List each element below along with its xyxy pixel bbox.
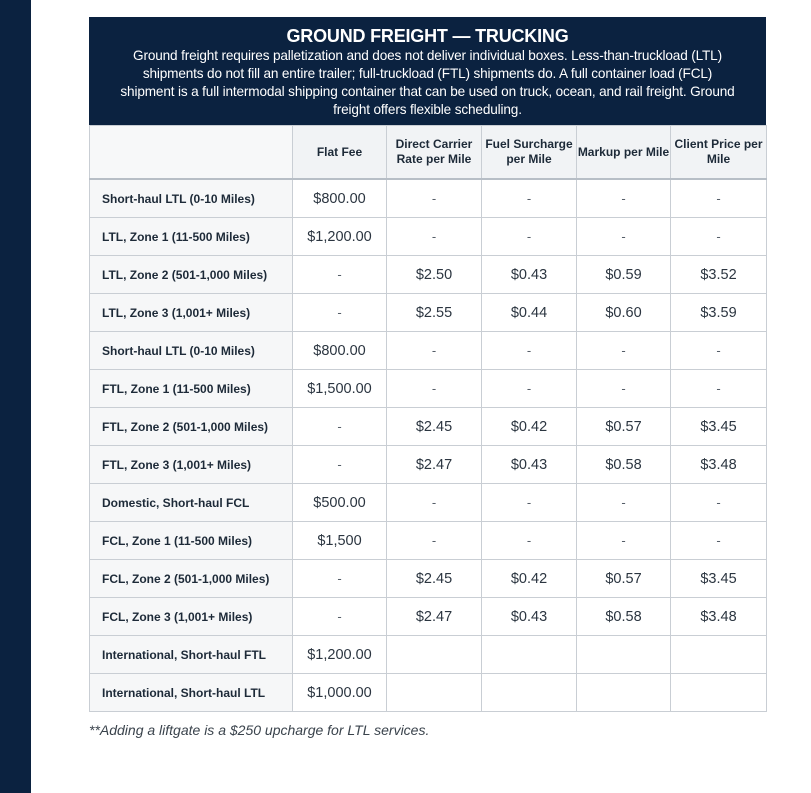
fuel-surcharge-cell: - <box>482 522 577 560</box>
carrier-rate-cell: $2.45 <box>387 560 482 598</box>
fuel-surcharge-cell: $0.43 <box>482 598 577 636</box>
liftgate-footnote: **Adding a liftgate is a $250 upcharge for LTL services. <box>89 722 430 738</box>
client-price-cell: $3.52 <box>671 256 767 294</box>
flat-fee-cell: $1,200.00 <box>293 218 387 256</box>
table-row <box>90 218 767 256</box>
row-label: FCL, Zone 2 (501-1,000 Miles) <box>90 560 293 598</box>
markup-cell: $0.60 <box>577 294 671 332</box>
flat-fee-cell: $1,500 <box>293 522 387 560</box>
carrier-rate-cell: - <box>387 332 482 370</box>
client-price-cell: $3.45 <box>671 560 767 598</box>
client-price-cell: - <box>671 484 767 522</box>
markup-cell: $0.57 <box>577 560 671 598</box>
left-sidebar-bar <box>0 0 31 793</box>
markup-cell <box>577 674 671 712</box>
header-fuel-surcharge: Fuel Surcharge per Mile <box>482 126 577 180</box>
carrier-rate-cell: - <box>387 370 482 408</box>
carrier-rate-cell: $2.45 <box>387 408 482 446</box>
row-label: Domestic, Short-haul FCL <box>90 484 293 522</box>
row-label: FTL, Zone 1 (11-500 Miles) <box>90 370 293 408</box>
fuel-surcharge-cell: $0.42 <box>482 408 577 446</box>
table-header-row <box>90 126 767 180</box>
markup-cell <box>577 636 671 674</box>
header-carrier-rate: Direct Carrier Rate per Mile <box>387 126 482 180</box>
table-row <box>90 370 767 408</box>
carrier-rate-cell: - <box>387 179 482 218</box>
flat-fee-cell: - <box>293 560 387 598</box>
carrier-rate-cell: $2.50 <box>387 256 482 294</box>
header-corner-cell <box>90 126 293 180</box>
carrier-rate-cell <box>387 674 482 712</box>
header-markup: Markup per Mile <box>577 126 671 180</box>
row-label: FTL, Zone 2 (501-1,000 Miles) <box>90 408 293 446</box>
fuel-surcharge-cell <box>482 674 577 712</box>
table-body <box>90 179 767 712</box>
table-row <box>90 560 767 598</box>
flat-fee-cell: $500.00 <box>293 484 387 522</box>
markup-cell: - <box>577 370 671 408</box>
row-label: International, Short-haul FTL <box>90 636 293 674</box>
flat-fee-cell: $1,200.00 <box>293 636 387 674</box>
table-row <box>90 179 767 218</box>
table-row <box>90 636 767 674</box>
table-row <box>90 674 767 712</box>
flat-fee-cell: - <box>293 256 387 294</box>
markup-cell: $0.57 <box>577 408 671 446</box>
client-price-cell: $3.59 <box>671 294 767 332</box>
markup-cell: $0.58 <box>577 446 671 484</box>
row-label: FCL, Zone 3 (1,001+ Miles) <box>90 598 293 636</box>
fuel-surcharge-cell: - <box>482 332 577 370</box>
fuel-surcharge-cell: - <box>482 370 577 408</box>
markup-cell: - <box>577 332 671 370</box>
markup-cell: - <box>577 484 671 522</box>
table-row <box>90 294 767 332</box>
flat-fee-cell: $1,500.00 <box>293 370 387 408</box>
flat-fee-cell: - <box>293 446 387 484</box>
rates-table <box>89 125 767 712</box>
table-row <box>90 598 767 636</box>
table-row <box>90 332 767 370</box>
markup-cell: - <box>577 179 671 218</box>
row-label: FCL, Zone 1 (11-500 Miles) <box>90 522 293 560</box>
markup-cell: - <box>577 522 671 560</box>
flat-fee-cell: - <box>293 294 387 332</box>
row-label: LTL, Zone 3 (1,001+ Miles) <box>90 294 293 332</box>
client-price-cell: - <box>671 332 767 370</box>
table-row <box>90 408 767 446</box>
carrier-rate-cell: $2.47 <box>387 446 482 484</box>
client-price-cell: - <box>671 370 767 408</box>
banner-description: Ground freight requires palletization and does not deliver individual boxes. Less-than-truckload (LTL) shipments do not fill an entire trailer; full-truckload (FTL) shipments do. A full container load (FCL) shipment is a full intermodal shipping container that can be used on truck, ocean, and rail freight. Ground freight offers flexible scheduling. <box>120 48 735 117</box>
row-label: FTL, Zone 3 (1,001+ Miles) <box>90 446 293 484</box>
fuel-surcharge-cell: - <box>482 179 577 218</box>
client-price-cell: - <box>671 218 767 256</box>
client-price-cell: $3.45 <box>671 408 767 446</box>
flat-fee-cell: $800.00 <box>293 332 387 370</box>
carrier-rate-cell: - <box>387 218 482 256</box>
fuel-surcharge-cell: $0.43 <box>482 256 577 294</box>
freight-rate-card <box>89 17 766 738</box>
row-label: Short-haul LTL (0-10 Miles) <box>90 332 293 370</box>
carrier-rate-cell: - <box>387 484 482 522</box>
flat-fee-cell: $1,000.00 <box>293 674 387 712</box>
markup-cell: $0.58 <box>577 598 671 636</box>
carrier-rate-cell <box>387 636 482 674</box>
client-price-cell: - <box>671 179 767 218</box>
fuel-surcharge-cell <box>482 636 577 674</box>
carrier-rate-cell: $2.47 <box>387 598 482 636</box>
row-label: LTL, Zone 1 (11-500 Miles) <box>90 218 293 256</box>
table-row <box>90 256 767 294</box>
flat-fee-cell: $800.00 <box>293 179 387 218</box>
markup-cell: $0.59 <box>577 256 671 294</box>
table-row <box>90 522 767 560</box>
header-client-price: Client Price per Mile <box>671 126 767 180</box>
carrier-rate-cell: $2.55 <box>387 294 482 332</box>
row-label: Short-haul LTL (0-10 Miles) <box>90 179 293 218</box>
client-price-cell: $3.48 <box>671 446 767 484</box>
fuel-surcharge-cell: $0.44 <box>482 294 577 332</box>
flat-fee-cell: - <box>293 598 387 636</box>
row-label: International, Short-haul LTL <box>90 674 293 712</box>
client-price-cell <box>671 674 767 712</box>
flat-fee-cell: - <box>293 408 387 446</box>
carrier-rate-cell: - <box>387 522 482 560</box>
row-label: LTL, Zone 2 (501-1,000 Miles) <box>90 256 293 294</box>
title-banner <box>89 17 766 125</box>
banner-title: GROUND FREIGHT — TRUCKING <box>286 26 569 46</box>
header-flat-fee: Flat Fee <box>293 126 387 180</box>
fuel-surcharge-cell: $0.42 <box>482 560 577 598</box>
fuel-surcharge-cell: - <box>482 218 577 256</box>
table-row <box>90 484 767 522</box>
markup-cell: - <box>577 218 671 256</box>
client-price-cell: - <box>671 522 767 560</box>
table-row <box>90 446 767 484</box>
client-price-cell: $3.48 <box>671 598 767 636</box>
fuel-surcharge-cell: - <box>482 484 577 522</box>
fuel-surcharge-cell: $0.43 <box>482 446 577 484</box>
client-price-cell <box>671 636 767 674</box>
